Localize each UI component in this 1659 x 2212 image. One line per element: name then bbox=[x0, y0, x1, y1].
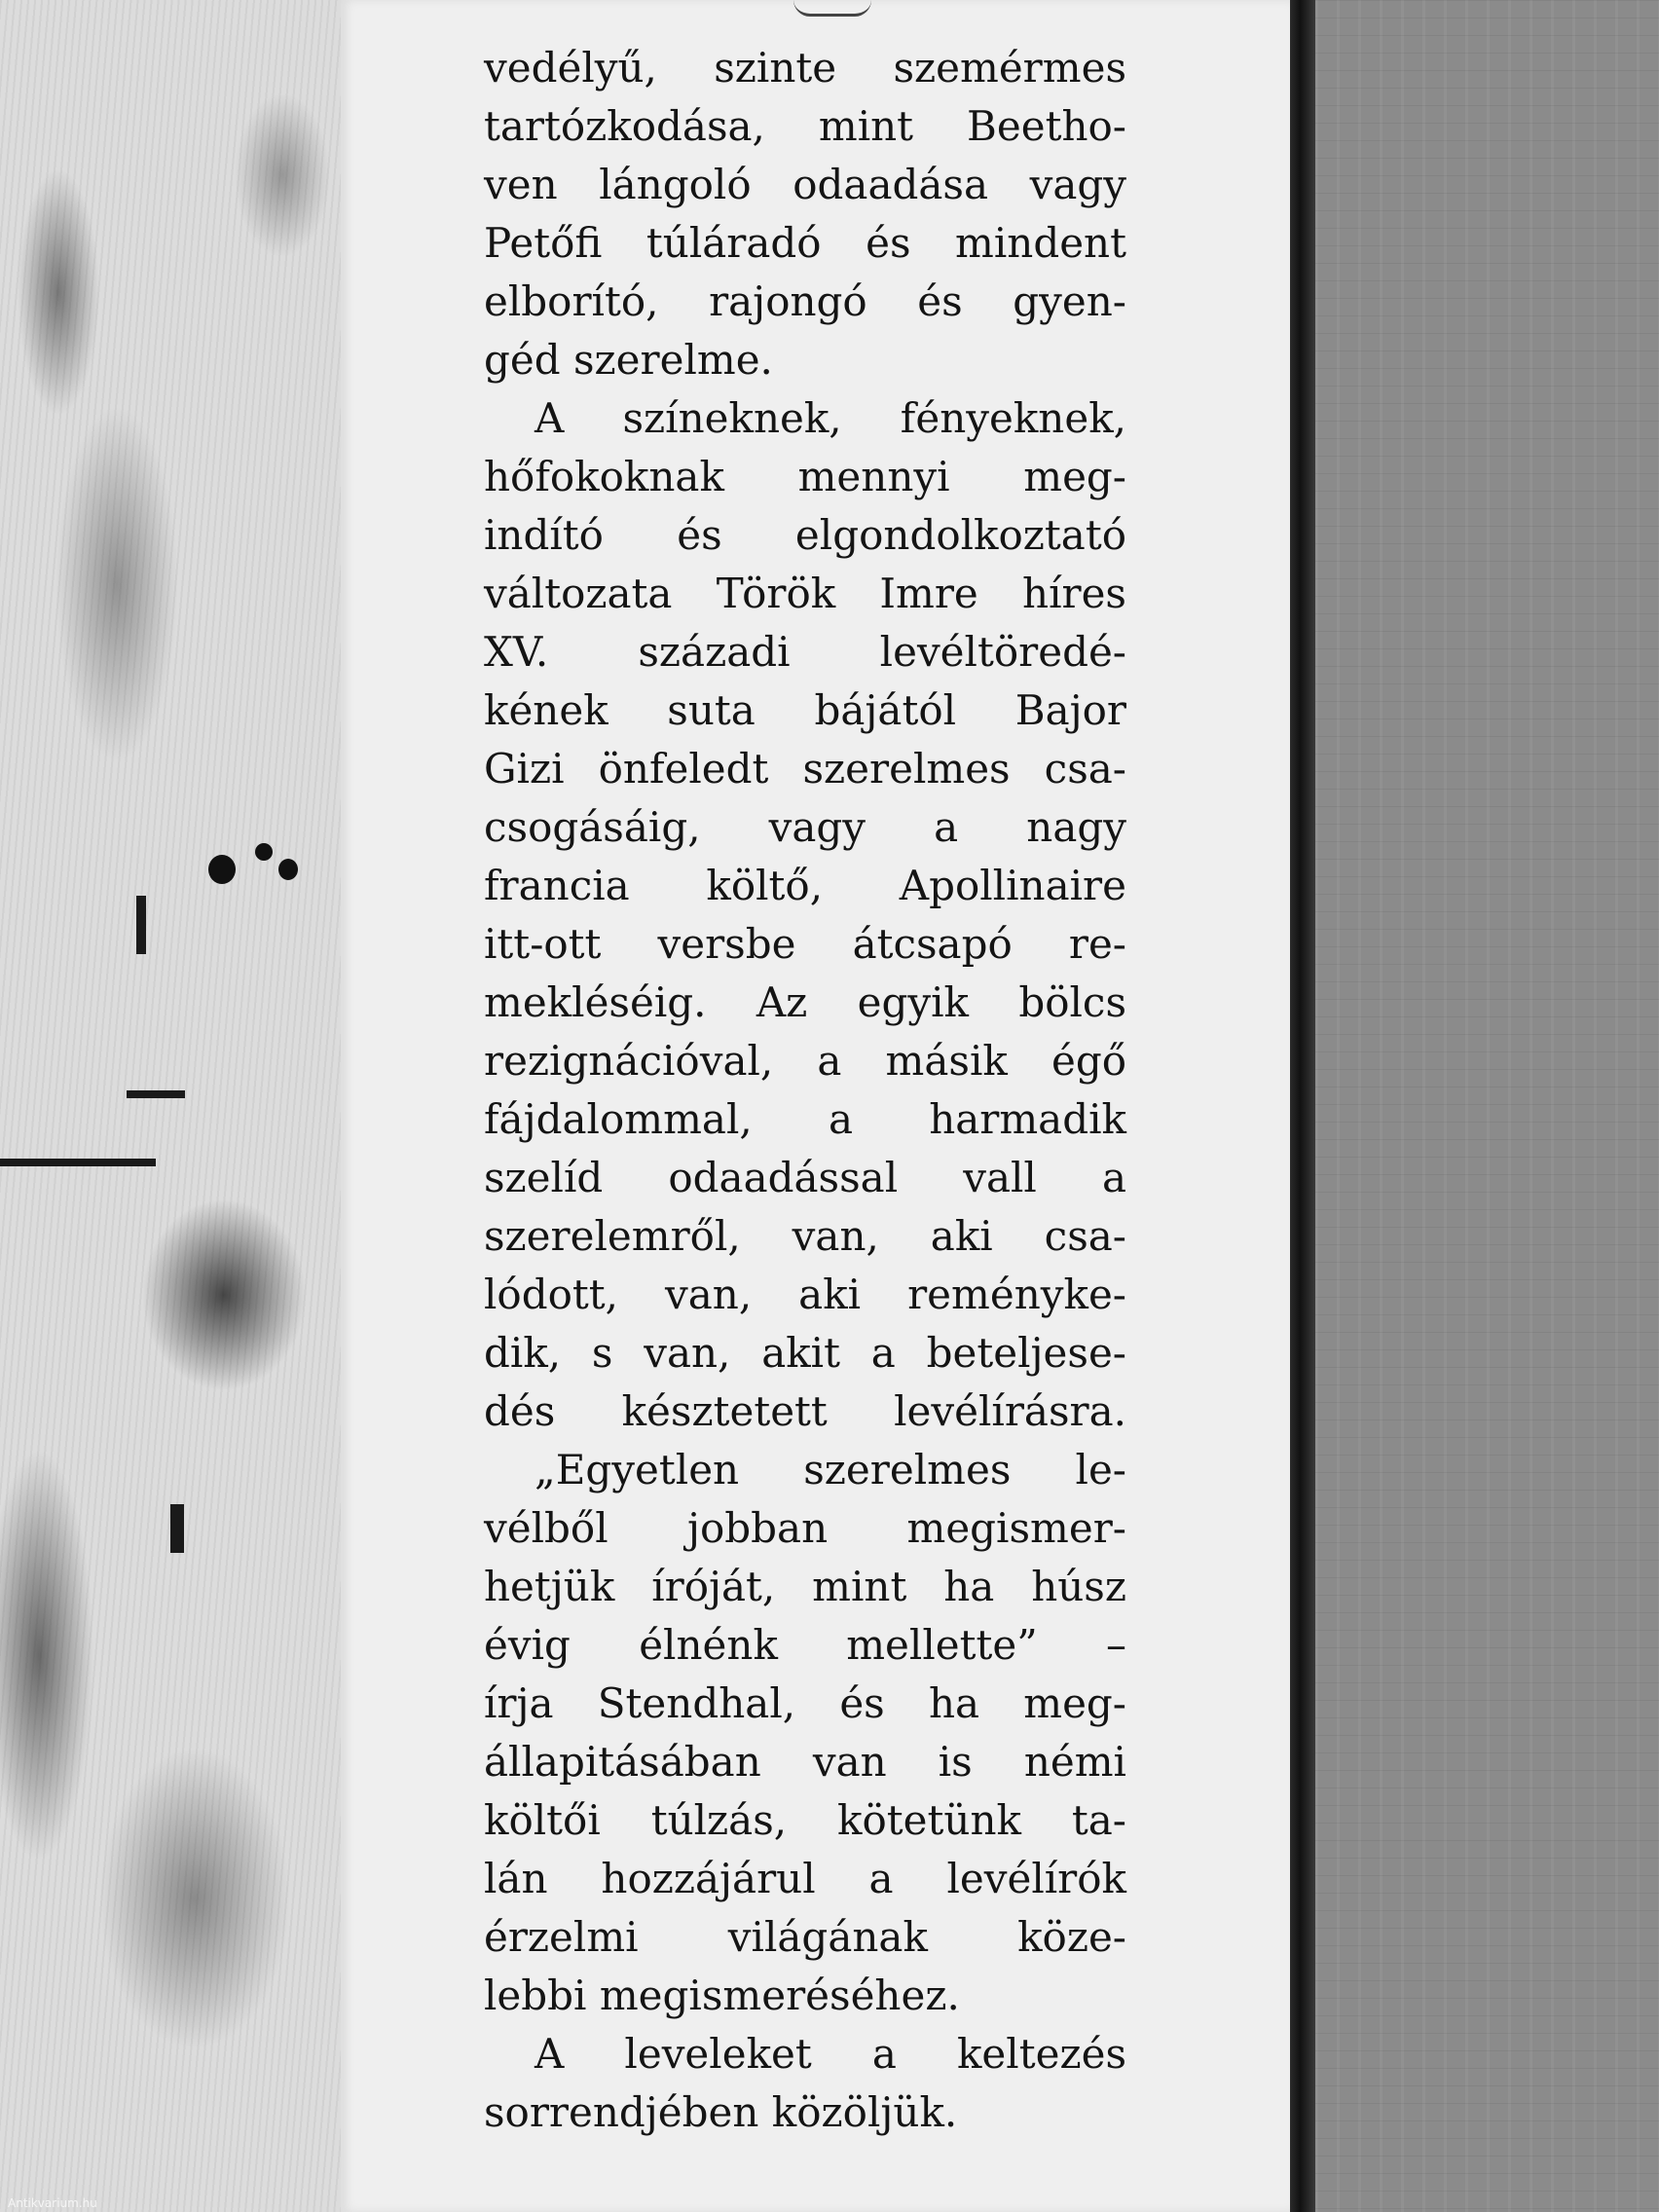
text-line: elborító, rajongó és gyen- bbox=[484, 277, 1126, 325]
text-line: géd szerelme. bbox=[484, 336, 773, 384]
ink-mark bbox=[793, 0, 871, 17]
text-line: lebbi megismeréséhez. bbox=[484, 1972, 960, 2019]
ink-stroke bbox=[136, 896, 146, 954]
text-line: lán hozzájárul a levélírók bbox=[484, 1855, 1126, 1902]
text-line: dik, s van, akit a beteljese- bbox=[484, 1329, 1126, 1377]
text-line: költői túlzás, kötetünk ta- bbox=[484, 1796, 1126, 1844]
text-line: A leveleket a keltezés bbox=[535, 2030, 1126, 2078]
text-line: hetjük íróját, mint ha húsz bbox=[484, 1563, 1126, 1610]
text-line: dés késztetett levélírásra. bbox=[484, 1387, 1126, 1435]
text-line: itt-ott versbe átcsapó re- bbox=[484, 920, 1126, 968]
ink-splotch bbox=[208, 855, 236, 884]
flap-edge bbox=[1290, 0, 1315, 2212]
text-line: állapitásában van is némi bbox=[484, 1738, 1126, 1786]
text-line: XV. századi levéltöredé- bbox=[484, 628, 1126, 676]
ink-splotch bbox=[255, 843, 273, 861]
text-line: változata Török Imre híres bbox=[484, 570, 1126, 617]
text-line: hőfokoknak mennyi meg- bbox=[484, 453, 1126, 500]
text-line: rezignációval, a másik égő bbox=[484, 1037, 1126, 1085]
text-line: mekléséig. Az egyik bölcs bbox=[484, 978, 1126, 1026]
cover-artwork bbox=[0, 0, 341, 2212]
flap-text bbox=[484, 39, 1126, 2142]
text-line: francia költő, Apollinaire bbox=[484, 862, 1126, 909]
text-line: szerelemről, van, aki csa- bbox=[484, 1212, 1126, 1260]
ink-stroke bbox=[170, 1504, 184, 1553]
text-line: sorrendjében közöljük. bbox=[484, 2088, 958, 2136]
text-line: Petőfi túláradó és mindent bbox=[484, 219, 1126, 267]
text-line: vélből jobban megismer- bbox=[484, 1504, 1126, 1552]
text-line: írja Stendhal, és ha meg- bbox=[484, 1679, 1126, 1727]
text-line: érzelmi világának köze- bbox=[484, 1913, 1126, 1961]
text-line: A színeknek, fényeknek, bbox=[535, 394, 1126, 442]
ink-stroke bbox=[0, 1159, 156, 1166]
text-line: évig élnénk mellette” – bbox=[484, 1621, 1126, 1669]
ink-stroke bbox=[127, 1090, 185, 1098]
watermark: Antikvarium.hu bbox=[8, 2196, 97, 2210]
text-line: fájdalommal, a harmadik bbox=[484, 1095, 1126, 1143]
ink-splotch bbox=[278, 859, 298, 880]
text-line: szelíd odaadással vall a bbox=[484, 1154, 1126, 1201]
text-line: Gizi önfeledt szerelmes csa- bbox=[484, 745, 1126, 793]
text-line: csogásáig, vagy a nagy bbox=[484, 803, 1126, 851]
text-line: kének suta bájától Bajor bbox=[484, 686, 1126, 734]
text-line: lódott, van, aki reményke- bbox=[484, 1271, 1126, 1318]
book-board bbox=[1315, 0, 1659, 2212]
text-line: tartózkodása, mint Beetho- bbox=[484, 102, 1126, 150]
text-line: „Egyetlen szerelmes le- bbox=[535, 1446, 1126, 1493]
text-line: vedélyű, szinte szemérmes bbox=[484, 44, 1126, 92]
text-line: ven lángoló odaadása vagy bbox=[484, 161, 1126, 208]
text-line: indító és elgondolkoztató bbox=[484, 511, 1126, 559]
